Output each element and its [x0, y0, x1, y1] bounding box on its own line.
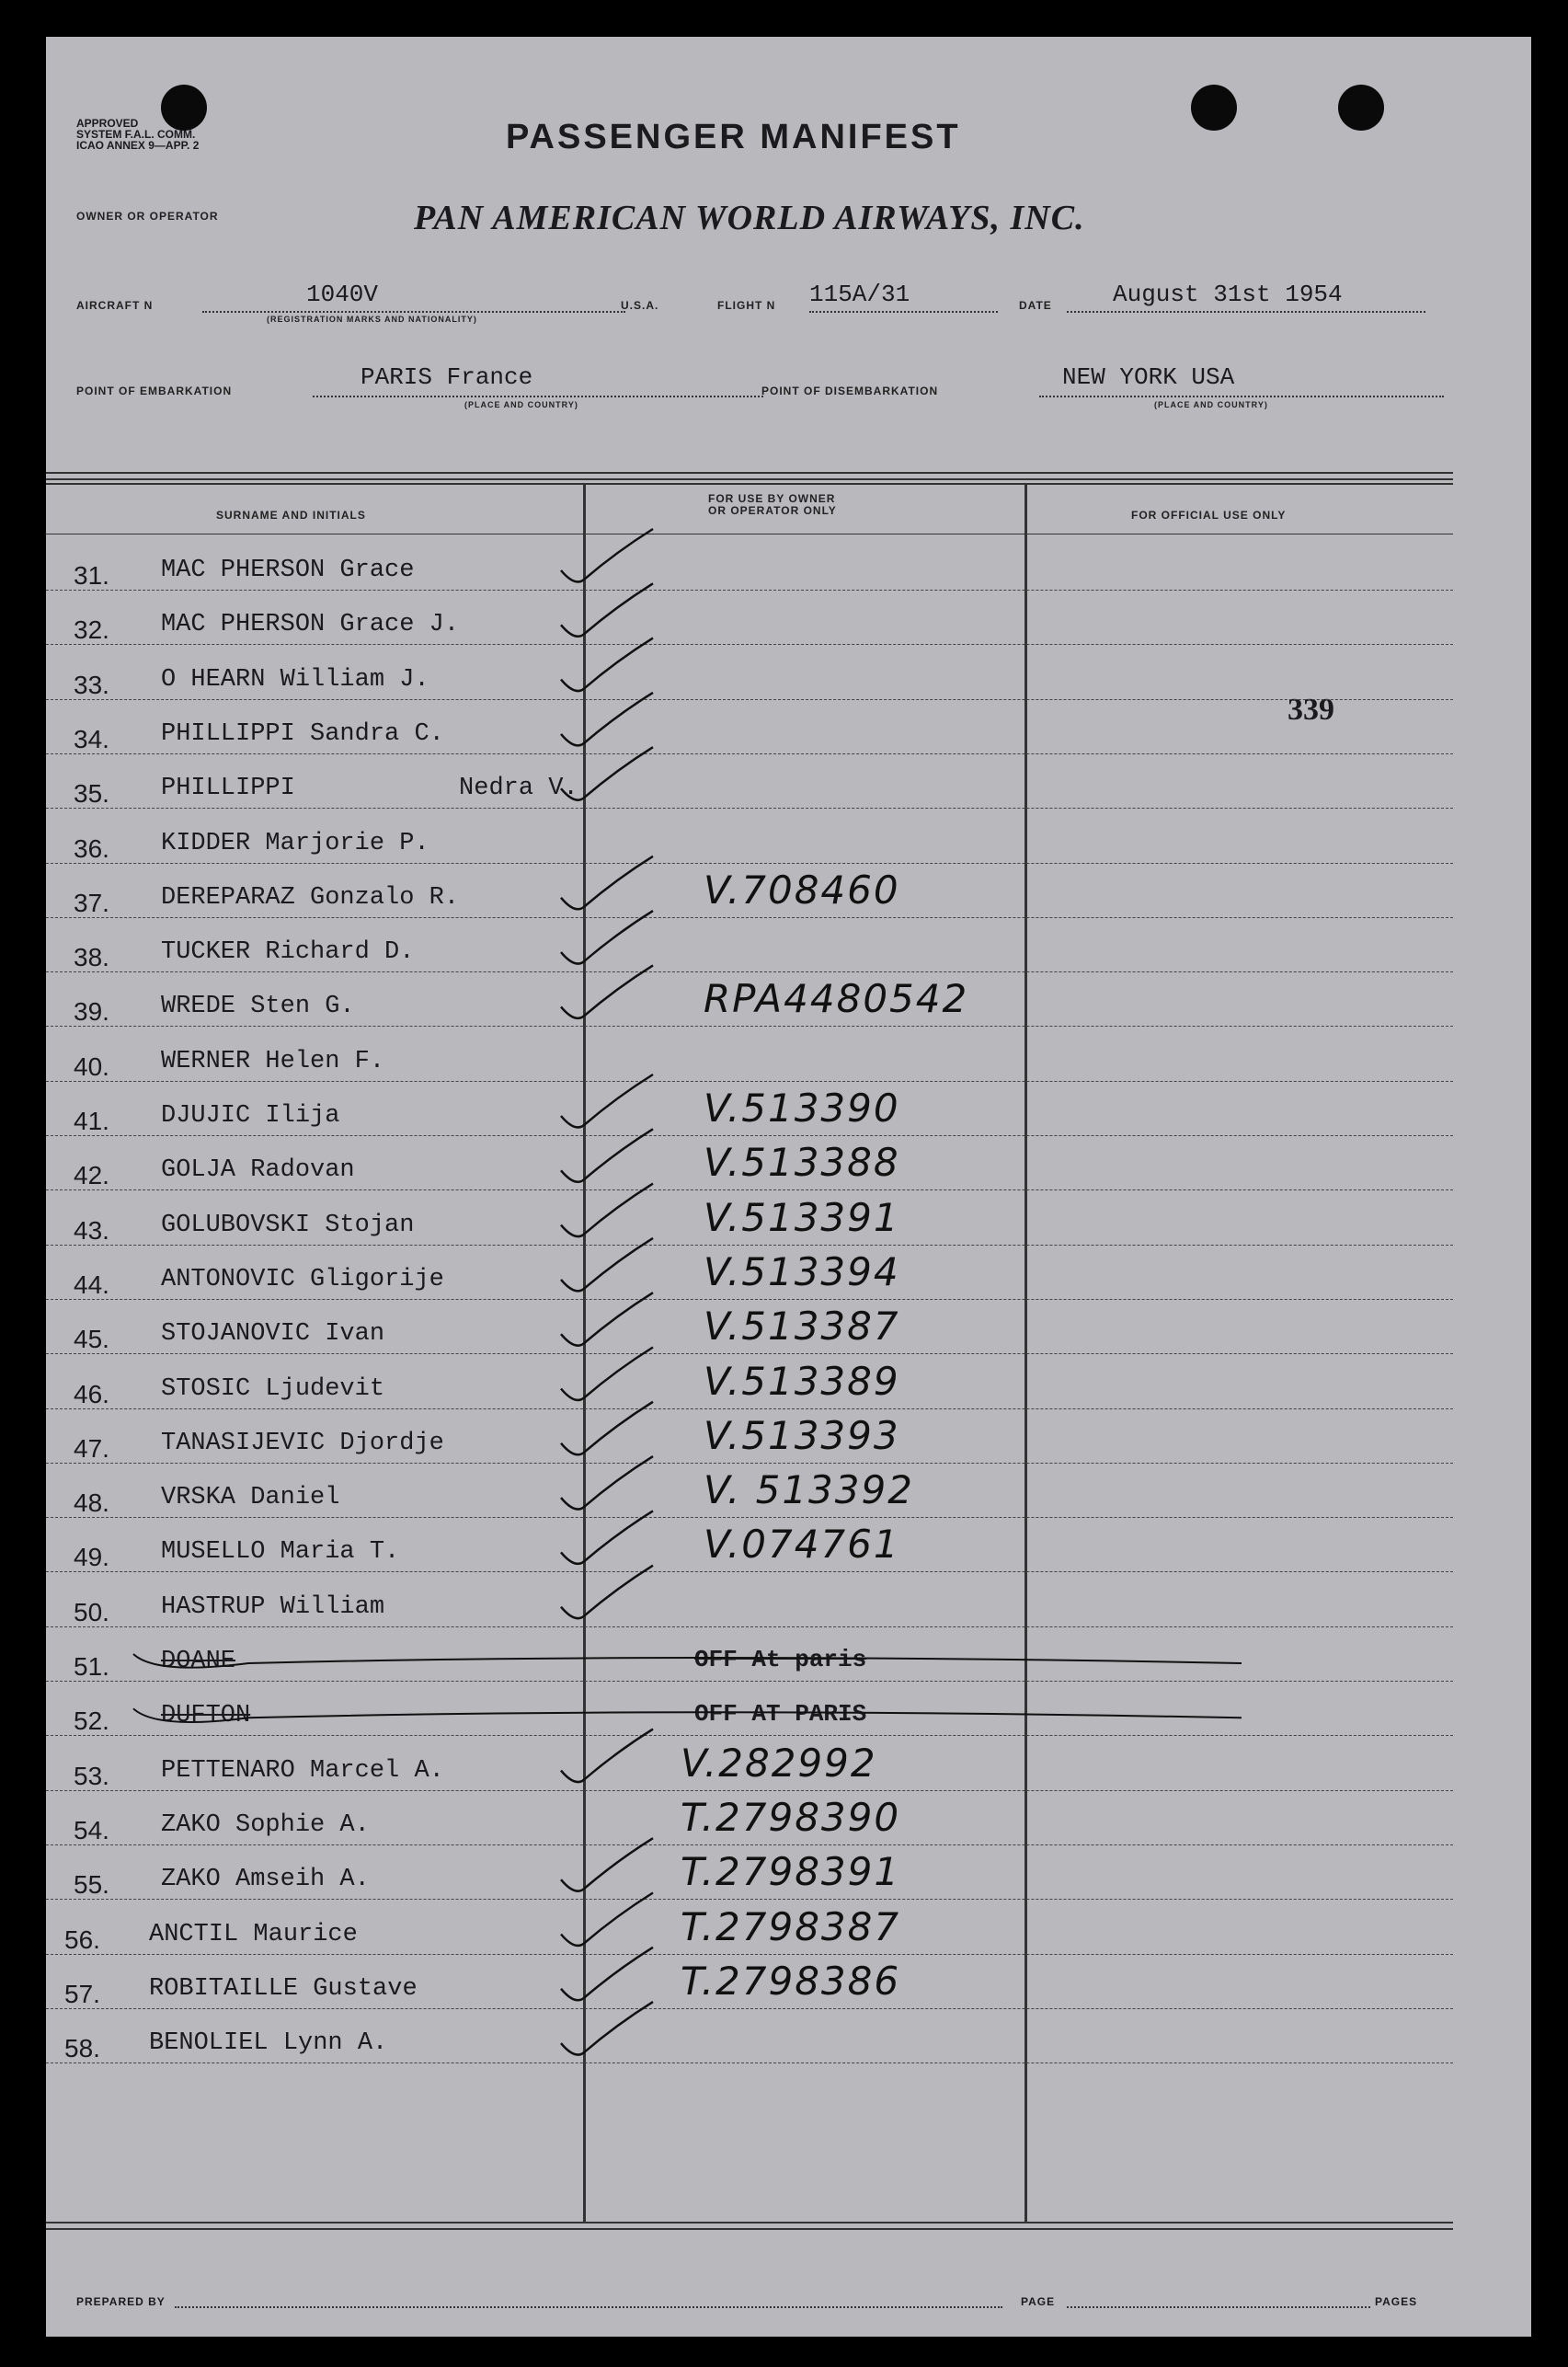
passenger-number: 50.: [74, 1597, 109, 1626]
passenger-number: 57.: [64, 1979, 100, 2008]
pages-label: PAGES: [1375, 2295, 1418, 2308]
passenger-name: TANASIJEVIC Djordje: [161, 1429, 444, 1457]
passenger-name: DJUJIC Ilija: [161, 1102, 340, 1130]
strike-line: [133, 1654, 1242, 1668]
check-mark: [561, 1402, 653, 1454]
passenger-name: O HEARN William J.: [161, 665, 429, 694]
col-official-use: FOR OFFICIAL USE ONLY: [1131, 509, 1287, 522]
passenger-number: 32.: [74, 615, 109, 645]
date-value: August 31st 1954: [1113, 281, 1343, 308]
passenger-name: WREDE Sten G.: [161, 993, 355, 1021]
passenger-number: 37.: [74, 888, 109, 917]
check-mark: [561, 583, 653, 636]
passenger-name: MAC PHERSON Grace J.: [161, 611, 460, 639]
passenger-name: BENOLIEL Lynn A.: [149, 2029, 388, 2058]
check-mark: [561, 693, 653, 745]
passenger-number: 51.: [74, 1652, 109, 1681]
passenger-name: ZAKO Sophie A.: [161, 1810, 370, 1839]
passenger-number: 35.: [74, 779, 109, 809]
document-number: T.2798390: [681, 1794, 901, 1840]
check-mark: [561, 1129, 653, 1181]
check-mark: [561, 1511, 653, 1563]
passenger-number: 46.: [74, 1379, 109, 1408]
check-mark: [561, 1566, 653, 1618]
passenger-name: MUSELLO Maria T.: [161, 1538, 400, 1567]
aircraft-label: AIRCRAFT N: [76, 299, 154, 312]
passenger-name: WERNER Helen F.: [161, 1047, 385, 1075]
passenger-number: 54.: [74, 1815, 109, 1844]
passenger-name: DOANE: [161, 1648, 236, 1675]
passenger-number: 42.: [74, 1161, 109, 1190]
owner-label: OWNER OR OPERATOR: [76, 210, 219, 223]
col-surname: SURNAME AND INITIALS: [216, 509, 366, 522]
check-mark: [561, 1838, 653, 1890]
check-mark: [561, 638, 653, 691]
check-mark: [561, 529, 653, 581]
document-number: V.708460: [704, 867, 900, 913]
passenger-name: ANTONOVIC Gligorije: [161, 1265, 444, 1293]
document-number: RPA4480542: [704, 976, 969, 1022]
registration-note: (REGISTRATION MARKS AND NATIONALITY): [267, 315, 477, 324]
passenger-name: DUFTON: [161, 1702, 251, 1730]
document-number: T.2798387: [681, 1903, 901, 1949]
passenger-number: 45.: [74, 1325, 109, 1354]
handwritten-check-marks: [46, 37, 1531, 2337]
col-owner-use: FOR USE BY OWNER OR OPERATOR ONLY: [708, 492, 837, 517]
passenger-number: 58.: [64, 2034, 100, 2063]
usa-label: U.S.A.: [621, 299, 659, 312]
disembarkation-value: NEW YORK USA: [1062, 363, 1235, 391]
passenger-number: 31.: [74, 561, 109, 590]
check-mark: [561, 1074, 653, 1127]
check-mark: [561, 1348, 653, 1400]
passenger-name: ROBITAILLE Gustave: [149, 1974, 418, 2003]
passenger-number: 39.: [74, 997, 109, 1027]
embarkation-value: PARIS France: [361, 363, 533, 391]
embarkation-label: POINT OF EMBARKATION: [76, 385, 233, 397]
page-title: PASSENGER MANIFEST: [506, 118, 961, 156]
passenger-number: 33.: [74, 670, 109, 699]
document-number: V.513390: [704, 1086, 900, 1131]
passenger-number: 56.: [64, 1925, 100, 1954]
check-mark: [561, 1893, 653, 1946]
date-label: DATE: [1019, 299, 1052, 312]
passenger-name: VRSKA Daniel: [161, 1484, 340, 1512]
offloaded-note: OFF AT PARIS: [694, 1700, 867, 1729]
passenger-name: ANCTIL Maurice: [149, 1920, 358, 1948]
passenger-name: PETTENARO Marcel A.: [161, 1756, 444, 1785]
document-number: V.513393: [704, 1412, 900, 1458]
passenger-name: STOSIC Ljudevit: [161, 1374, 385, 1403]
check-mark: [561, 1184, 653, 1236]
passenger-number: 55.: [74, 1870, 109, 1900]
check-mark: [561, 1456, 653, 1509]
passenger-name: DEREPARAZ Gonzalo R.: [161, 883, 460, 912]
passenger-number: 41.: [74, 1107, 109, 1135]
manifest-sheet: [46, 37, 1531, 2337]
check-mark: [561, 1238, 653, 1291]
official-number: 339: [1288, 693, 1334, 727]
prepared-by-label: PREPARED BY: [76, 2295, 166, 2308]
passenger-number: 48.: [74, 1488, 109, 1518]
passenger-name: TUCKER Richard D.: [161, 938, 415, 967]
passenger-name: GOLUBOVSKI Stojan: [161, 1211, 415, 1239]
document-number: V.513389: [704, 1358, 900, 1404]
check-mark: [561, 856, 653, 909]
check-mark: [561, 2002, 653, 2054]
passenger-number: 34.: [74, 724, 109, 753]
flight-label: FLIGHT N: [717, 299, 776, 312]
document-number: V.513394: [704, 1248, 900, 1294]
document-number: V.074761: [704, 1522, 900, 1568]
passenger-name: MAC PHERSON Grace: [161, 557, 415, 584]
document-number: V.282992: [681, 1740, 877, 1786]
document-number: V. 513392: [704, 1467, 914, 1513]
document-number: V.513391: [704, 1194, 900, 1240]
passenger-name: GOLJA Radovan: [161, 1156, 355, 1185]
document-number: V.513387: [704, 1304, 900, 1350]
passenger-number: 52.: [74, 1706, 109, 1736]
strike-line: [133, 1708, 1242, 1722]
approval-note: APPROVED SYSTEM F.A.L. COMM. ICAO ANNEX 9—APP. 2: [76, 117, 200, 152]
check-mark: [561, 1729, 653, 1782]
passenger-number: 36.: [74, 833, 109, 863]
place-note-disembark: (PLACE AND COUNTRY): [1154, 400, 1268, 409]
check-mark: [561, 1948, 653, 2000]
airline-name: PAN AMERICAN WORLD AIRWAYS, INC.: [414, 199, 1085, 237]
passenger-name: KIDDER Marjorie P.: [161, 829, 429, 857]
passenger-number: 38.: [74, 943, 109, 972]
passenger-number: 44.: [74, 1270, 109, 1299]
passenger-number: 53.: [74, 1761, 109, 1790]
check-mark: [561, 1293, 653, 1345]
disembarkation-label: POINT OF DISEMBARKATION: [761, 385, 939, 397]
document-number: T.2798391: [681, 1849, 901, 1895]
passenger-name: STOJANOVIC Ivan: [161, 1320, 385, 1349]
passenger-number: 47.: [74, 1433, 109, 1463]
place-note-embark: (PLACE AND COUNTRY): [464, 400, 578, 409]
offloaded-note: OFF At paris: [694, 1646, 867, 1673]
passenger-name: PHILLIPPI Nedra V.: [161, 775, 578, 803]
passenger-number: 43.: [74, 1215, 109, 1245]
check-mark: [561, 965, 653, 1017]
document-number: T.2798386: [681, 1958, 901, 2004]
document-number: V.513388: [704, 1140, 900, 1186]
aircraft-value: 1040V: [306, 281, 379, 308]
passenger-name: HASTRUP William: [161, 1592, 385, 1621]
passenger-number: 40.: [74, 1051, 109, 1081]
check-mark: [561, 911, 653, 963]
passenger-name: PHILLIPPI Sandra C.: [161, 719, 444, 748]
check-mark: [561, 747, 653, 799]
page-label: PAGE: [1021, 2295, 1056, 2308]
passenger-name: ZAKO Amseih A.: [161, 1866, 370, 1894]
passenger-number: 49.: [74, 1543, 109, 1572]
flight-value: 115A/31: [809, 281, 910, 308]
